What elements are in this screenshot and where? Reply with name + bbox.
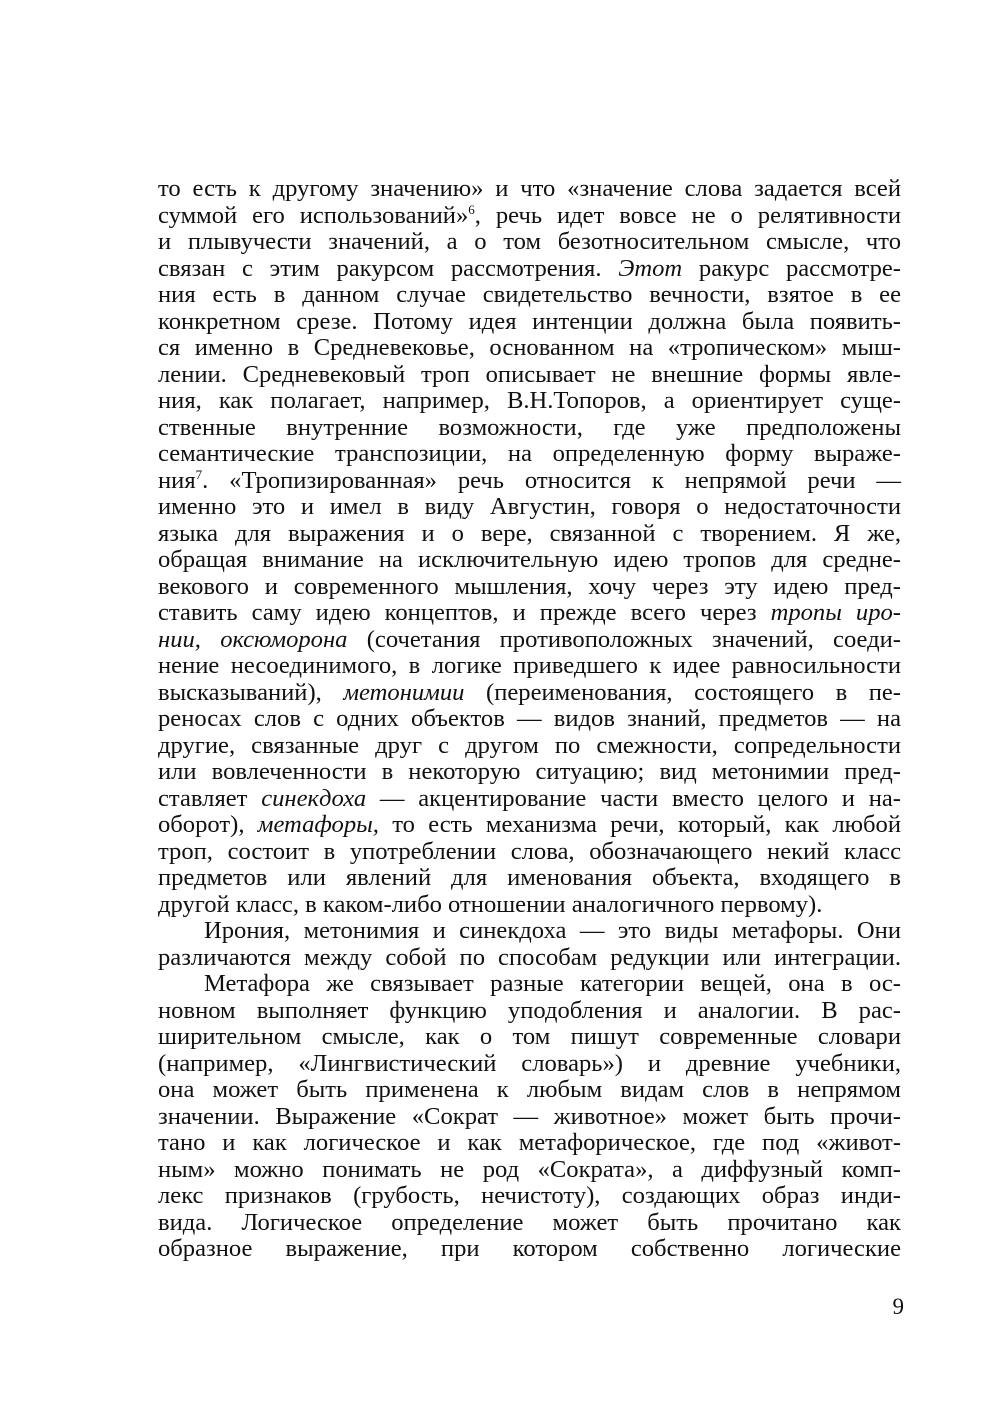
italic-term: Этот (618, 254, 683, 282)
text-line (158, 971, 901, 998)
text-segment: , речь идет вовсе не о релятивности (474, 201, 901, 229)
text-line (158, 759, 901, 786)
text-segment: лении. Средневековый троп описывает не внешние формы явле- (158, 360, 901, 388)
text-segment: другой класс, в каком-либо отношении аналогичного первому). (158, 890, 823, 918)
text-line (158, 1183, 901, 1210)
text-segment: конкретном срезе. Потому идея интенции должна была появить- (158, 307, 901, 335)
text-line (158, 388, 901, 415)
text-line (158, 786, 901, 813)
text-line (158, 733, 901, 760)
text-line (158, 441, 901, 468)
text-line (158, 1024, 901, 1051)
text-line (158, 1051, 901, 1078)
text-line (158, 1077, 901, 1104)
italic-term: синекдоха (261, 784, 367, 812)
text-segment: она может быть применена к любым видам слов в непрямом (158, 1076, 901, 1103)
text-segment: нение несоединимого, в логике приведшего к идее равносильности (158, 652, 901, 679)
text-line (158, 998, 901, 1025)
text-line (158, 282, 901, 309)
text-line (158, 839, 901, 866)
text-line (158, 1157, 901, 1184)
text-segment: троп, состоит в употреблении слова, обозначающего некий класс (158, 837, 901, 865)
text-line (158, 918, 901, 945)
text-line (158, 494, 901, 521)
text-line (158, 706, 901, 733)
text-segment: то есть к другому значению» и что «значение слова задается всей (158, 175, 901, 202)
text-line (158, 229, 901, 256)
text-line (158, 521, 901, 548)
footnote-marker: 7 (195, 466, 203, 482)
text-segment: (сочетания противоположных значений, соеди- (347, 625, 901, 653)
text-line (158, 203, 901, 230)
text-segment: реносах слов с одних объектов — видов знаний, предметов — на (158, 705, 901, 732)
text-segment: именно это и имел в виду Августин, говоря о недостаточности (158, 493, 901, 520)
text-segment: различаются между собой по способам редукции или интеграции. (158, 943, 901, 971)
text-segment: Метафора же связывает разные категории вещей, она в ос- (204, 970, 901, 997)
text-line (158, 335, 901, 362)
text-segment: новном выполняет функцию уподобления и аналогии. В рас- (158, 996, 901, 1024)
text-segment: связан с этим ракурсом рассмотрения. (158, 254, 619, 282)
footnote-marker: 6 (468, 201, 475, 217)
text-segment: обращая внимание на исключительную идею тропов для средне- (158, 546, 901, 573)
text-line (158, 1236, 901, 1263)
text-segment: ся именно в Средневековье, основанном на «тропическом» мыш- (158, 334, 901, 361)
page-number: 9 (892, 1294, 904, 1319)
text-segment: ния есть в данном случае свидетельство вечности, взятое в ее (158, 281, 901, 308)
italic-term: тропы иро- (770, 599, 902, 626)
text-line (158, 812, 901, 839)
text-segment: ставить саму идею концептов, и прежде всего через (158, 599, 771, 626)
text-line (158, 865, 901, 892)
text-segment: оборот), (158, 811, 258, 838)
text-segment: векового и современного мышления, хочу через эту идею пред- (158, 572, 901, 600)
text-segment: (переименования, состоящего в пе- (464, 678, 901, 706)
text-segment: высказываний), (158, 678, 344, 706)
text-segment: лекс признаков (грубость, нечистоту), создающих образ инди- (158, 1182, 901, 1209)
text-segment: ния, как полагает, например, В.Н.Топоров, а ориентирует суще- (158, 387, 901, 414)
text-segment: то есть механизма речи, который, как любой (378, 811, 901, 838)
text-segment: тано и как логическое и как метафорическое, где под «живот- (158, 1129, 901, 1156)
text-line (158, 680, 901, 707)
text-segment: (например, «Лингвистический словарь») и древние учебники, (158, 1049, 901, 1077)
text-segment: ственные внутренние возможности, где уже предположены (158, 413, 901, 441)
text-segment: образное выражение, при котором собственно логические (158, 1235, 901, 1262)
text-segment: ставляет (158, 784, 262, 812)
text-line (158, 176, 901, 203)
text-segment: суммой его использований» (158, 201, 469, 229)
text-line (158, 1130, 901, 1157)
text-segment: другие, связанные друг с другом по смежности, сопредельности (158, 731, 901, 759)
text-line (158, 1104, 901, 1131)
text-line (158, 309, 901, 336)
text-segment: . «Тропизированная» речь относится к непрямой речи — (202, 466, 901, 494)
text-segment: ширительном смысле, как о том пишут современные словари (158, 1023, 901, 1050)
text-line (158, 945, 901, 972)
text-line (158, 892, 901, 919)
text-segment: языка для выражения и о вере, связанной с творением. Я же, (158, 519, 901, 547)
text-line (158, 415, 901, 442)
text-segment: или вовлеченности в некоторую ситуацию; вид метонимии пред- (158, 758, 901, 785)
text-segment: семантические транспозиции, на определенную форму выраже- (158, 440, 901, 467)
italic-term: метафоры, (257, 811, 379, 838)
text-segment: — акцентирование части вместо целого и на- (366, 784, 901, 812)
text-line (158, 1210, 901, 1237)
text-segment: вида. Логическое определение может быть прочитано как (158, 1208, 901, 1236)
text-line (158, 627, 901, 654)
text-segment: ным» можно понимать не род «Сократа», а диффузный комп- (158, 1155, 901, 1183)
italic-term: нии, оксюморона (158, 625, 348, 653)
text-segment: значении. Выражение «Сократ — животное» может быть прочи- (158, 1102, 901, 1130)
text-line (158, 362, 901, 389)
text-line (158, 653, 901, 680)
text-segment: ния (158, 466, 196, 494)
text-line (158, 256, 901, 283)
text-segment: ракурс рассмотре- (682, 254, 901, 282)
text-line (158, 468, 901, 495)
text-segment: предметов или явлений для именования объекта, входящего в (158, 864, 901, 891)
text-segment: и плывучести значений, а о том безотносительном смысле, что (158, 228, 901, 255)
text-segment: Ирония, метонимия и синекдоха — это виды метафоры. Они (204, 917, 901, 944)
text-line (158, 574, 901, 601)
page-body (158, 176, 901, 1263)
text-line (158, 547, 901, 574)
text-line (158, 600, 901, 627)
italic-term: метонимии (343, 678, 465, 706)
